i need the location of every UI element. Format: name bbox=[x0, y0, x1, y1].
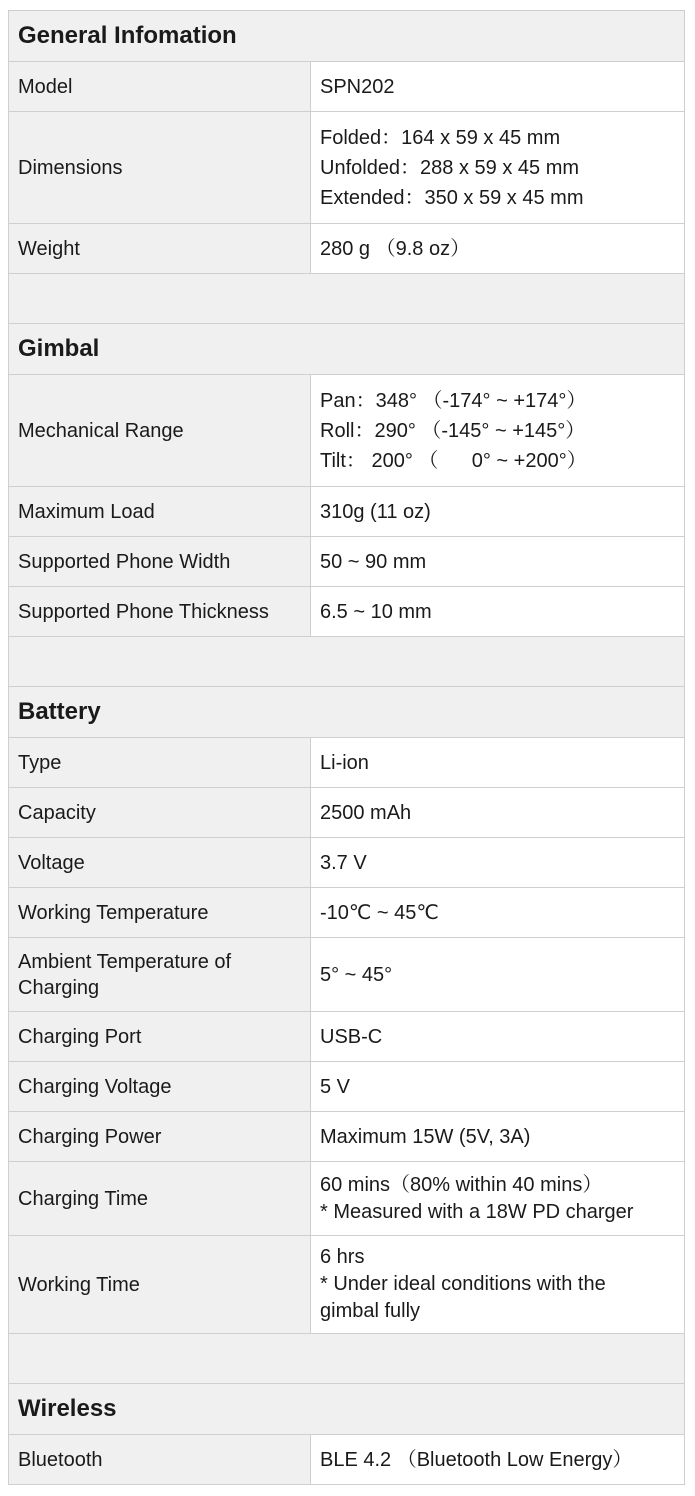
spec-row-phone-width bbox=[9, 537, 684, 587]
spec-label: Model bbox=[9, 62, 311, 111]
section-title: Wireless bbox=[18, 1395, 117, 1422]
spec-label: Bluetooth bbox=[9, 1435, 311, 1484]
spec-value: Li-ion bbox=[311, 738, 684, 787]
spec-row-working-time bbox=[9, 1236, 684, 1334]
spec-row-type bbox=[9, 738, 684, 788]
spec-label: Dimensions bbox=[9, 112, 311, 223]
spec-label: Ambient Temperature of Charging bbox=[9, 938, 311, 1011]
spec-value-line: gimbal fully bbox=[320, 1300, 421, 1322]
spec-value: USB-C bbox=[311, 1012, 684, 1061]
spec-label: Weight bbox=[9, 224, 311, 273]
section-header-gimbal bbox=[9, 324, 684, 375]
spec-label: Charging Port bbox=[9, 1012, 311, 1061]
spec-value-line: 60 mins（80% within 40 mins） bbox=[320, 1173, 603, 1196]
spec-row-charging-port bbox=[9, 1012, 684, 1062]
section-header-battery bbox=[9, 687, 684, 738]
spec-row-capacity bbox=[9, 788, 684, 838]
spec-row-weight bbox=[9, 224, 684, 274]
spec-value: 5° ~ 45° bbox=[311, 938, 684, 1011]
spec-label: Working Temperature bbox=[9, 888, 311, 937]
spec-row-mechanical-range bbox=[9, 375, 684, 487]
spec-row-maximum-load bbox=[9, 487, 684, 537]
spec-value: SPN202 bbox=[311, 62, 684, 111]
spec-value-line: Tilt： 200° （ 0° ~ +200°） bbox=[320, 449, 587, 472]
spec-label: Charging Time bbox=[9, 1162, 311, 1235]
spec-row-ambient-temperature bbox=[9, 938, 684, 1012]
spec-row-charging-power bbox=[9, 1112, 684, 1162]
spec-value: Maximum 15W (5V, 3A) bbox=[311, 1112, 684, 1161]
spec-label: Mechanical Range bbox=[9, 375, 311, 486]
section-header-wireless bbox=[9, 1384, 684, 1435]
spec-value-line: 6 hrs bbox=[320, 1246, 365, 1268]
spec-value-line: Roll：290° （-145° ~ +145°） bbox=[320, 419, 586, 442]
spec-value-line: Unfolded：288 x 59 x 45 mm bbox=[320, 156, 580, 179]
spec-value-line: * Measured with a 18W PD charger bbox=[320, 1200, 634, 1223]
spec-table bbox=[8, 10, 685, 1485]
spec-value: 310g (11 oz) bbox=[311, 487, 684, 536]
spec-value-line: Folded：164 x 59 x 45 mm bbox=[320, 126, 561, 149]
spec-label: Type bbox=[9, 738, 311, 787]
section-title: Gimbal bbox=[18, 335, 100, 362]
spec-value: 6.5 ~ 10 mm bbox=[311, 587, 684, 636]
section-title: General Infomation bbox=[18, 22, 237, 49]
spec-value: 5 V bbox=[311, 1062, 684, 1111]
spec-label: Supported Phone Width bbox=[9, 537, 311, 586]
section-spacer bbox=[9, 637, 684, 687]
spec-label: Voltage bbox=[9, 838, 311, 887]
spec-row-voltage bbox=[9, 838, 684, 888]
spec-value: 3.7 V bbox=[311, 838, 684, 887]
section-header-general bbox=[9, 11, 684, 62]
spec-label: Capacity bbox=[9, 788, 311, 837]
spec-value: 2500 mAh bbox=[311, 788, 684, 837]
section-spacer bbox=[9, 274, 684, 324]
spec-row-bluetooth bbox=[9, 1435, 684, 1485]
spec-value-line: Extended：350 x 59 x 45 mm bbox=[320, 186, 584, 209]
spec-value: 280 g （9.8 oz） bbox=[311, 224, 684, 273]
spec-value bbox=[311, 1236, 684, 1333]
spec-value: 50 ~ 90 mm bbox=[311, 537, 684, 586]
spec-value bbox=[311, 112, 684, 223]
spec-row-charging-voltage bbox=[9, 1062, 684, 1112]
spec-value: BLE 4.2 （Bluetooth Low Energy） bbox=[311, 1435, 684, 1484]
spec-label: Working Time bbox=[9, 1236, 311, 1333]
spec-row-charging-time bbox=[9, 1162, 684, 1236]
spec-value: -10℃ ~ 45℃ bbox=[311, 888, 684, 937]
spec-label: Charging Power bbox=[9, 1112, 311, 1161]
section-title: Battery bbox=[18, 698, 101, 725]
spec-value-line: Pan：348° （-174° ~ +174°） bbox=[320, 389, 587, 412]
spec-row-model bbox=[9, 62, 684, 112]
spec-value bbox=[311, 1162, 684, 1235]
spec-label: Maximum Load bbox=[9, 487, 311, 536]
spec-label: Supported Phone Thickness bbox=[9, 587, 311, 636]
spec-row-working-temperature bbox=[9, 888, 684, 938]
spec-value bbox=[311, 375, 684, 486]
spec-row-dimensions bbox=[9, 112, 684, 224]
spec-label: Charging Voltage bbox=[9, 1062, 311, 1111]
section-spacer bbox=[9, 1334, 684, 1384]
spec-value-line: * Under ideal conditions with the bbox=[320, 1273, 606, 1295]
spec-row-phone-thickness bbox=[9, 587, 684, 637]
